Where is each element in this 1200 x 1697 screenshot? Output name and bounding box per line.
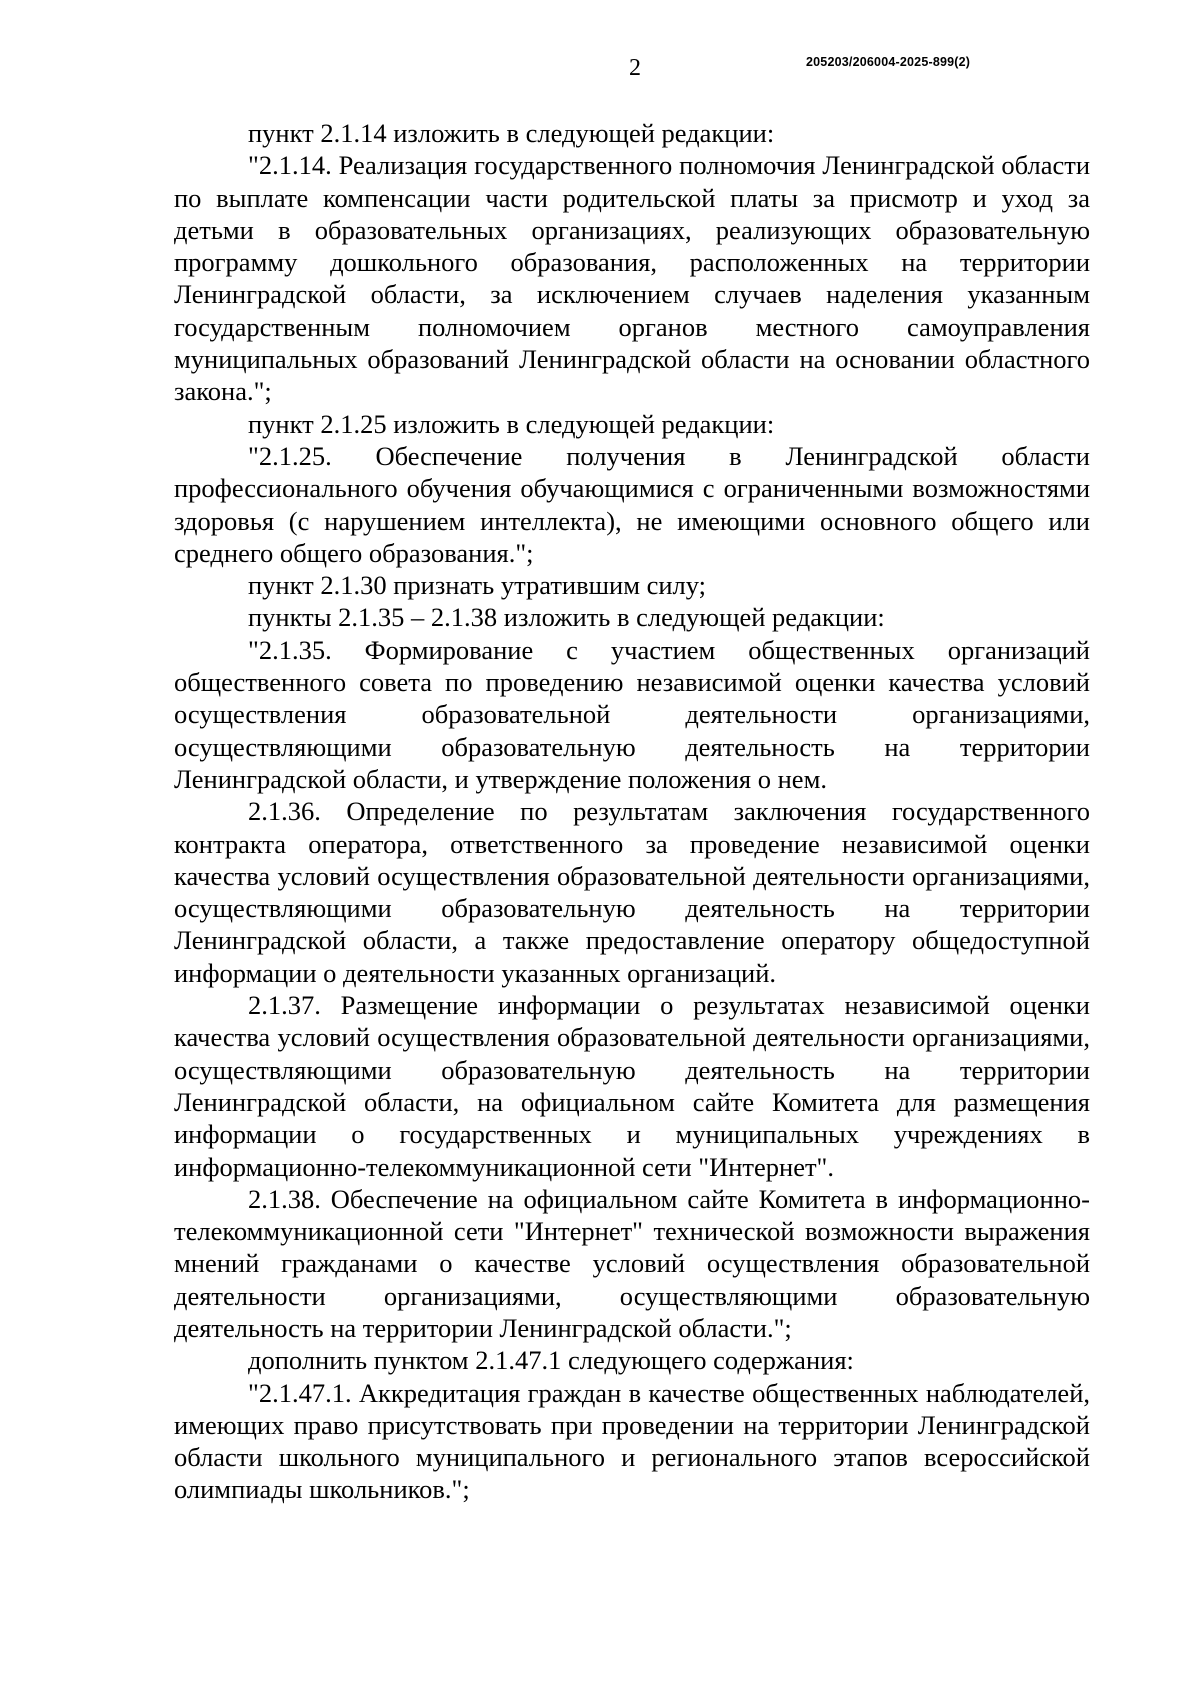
paragraph-2-1-47-1: "2.1.47.1. Аккредитация граждан в качестве общественных наблюдателей, имеющих право присутствовать при проведении на территории Ленинградской области школьного муниципального и регионального этапов всероссийской олимпиады школьников."; — [174, 1377, 1090, 1505]
paragraph-2-1-36: 2.1.36. Определение по результатам заключения государственного контракта оператора, ответственного за проведение независимой оценки качества условий осуществления образовательной деятельности организациями, осуществляющими образовательную деятельность на территории Ленинградской области, а также предоставление оператору общедоступной информации о деятельности указанных организаций. — [174, 796, 1090, 988]
document-registration-code: 205203/206004-2025-899(2) — [806, 55, 971, 69]
document-body — [174, 117, 1090, 1506]
paragraph-instruction-2-1-25: пункт 2.1.25 изложить в следующей редакции: — [248, 408, 775, 439]
paragraph-instruction-2-1-35-38: пункты 2.1.35 – 2.1.38 изложить в следующей редакции: — [248, 602, 885, 633]
paragraph-instruction-2-1-14: пункт 2.1.14 изложить в следующей редакции: — [248, 118, 775, 148]
paragraph-instruction-2-1-47-1: дополнить пунктом 2.1.47.1 следующего содержания: — [248, 1345, 854, 1376]
paragraph-2-1-25: "2.1.25. Обеспечение получения в Ленинградской области профессионального обучения обучающимися с ограниченными возможностями здоровья (с нарушением интеллекта), не имеющими основного общего или среднего общего образования."; — [174, 440, 1090, 568]
page-number: 2 — [629, 55, 641, 81]
paragraph-2-1-14: "2.1.14. Реализация государственного полномочия Ленинградской области по выплате компенсации части родительской платы за присмотр и уход за детьми в образовательных организациях, реализующих образовательную программу дошкольного образования, расположенных на территории Ленинградской области, за исключением случаев наделения указанным государственным полномочием органов местного самоуправления муниципальных образований Ленинградской области на основании областного закона."; — [174, 150, 1090, 407]
paragraph-2-1-38: 2.1.38. Обеспечение на официальном сайте Комитета в информационно-телекоммуникационной сети "Интернет" технической возможности выражения мнений гражданами о качестве условий осуществления образовательной деятельности организациями, осуществляющими образовательную деятельность на территории Ленинградской области."; — [174, 1183, 1090, 1343]
paragraph-2-1-35: "2.1.35. Формирование с участием общественных организаций общественного совета по проведению независимой оценки качества условий осуществления образовательной деятельности организациями, осуществляющими образовательную деятельность на территории Ленинградской области, и утверждение положения о нем. — [174, 634, 1090, 794]
paragraph-2-1-37: 2.1.37. Размещение информации о результатах независимой оценки качества условий осуществления образовательной деятельности организациями, осуществляющими образовательную деятельность на территории Ленинградской области, на официальном сайте Комитета для размещения информации о государственных и муниципальных учреждениях в информационно-телекоммуникационной сети "Интернет". — [174, 990, 1090, 1182]
paragraph-instruction-2-1-30: пункт 2.1.30 признать утратившим силу; — [248, 570, 707, 601]
